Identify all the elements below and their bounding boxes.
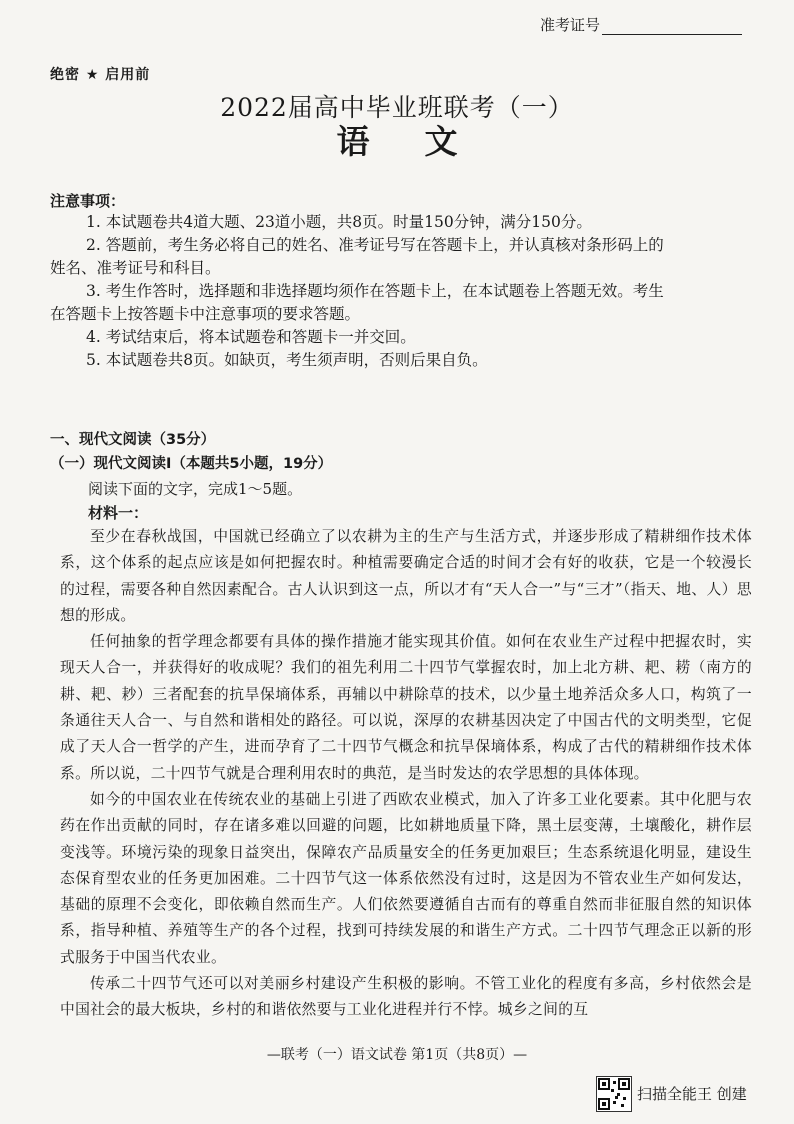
passage-paragraph: 任何抽象的哲学理念都要有具体的操作措施才能实现其价值。如何在农业生产过程中把握农时，实现天人合一，并获得好的收成呢？我们的祖先利用二十四节气掌握农时，加上北方耕、耙、耢（南方的耕、耙、耖）三者配套的抗旱保墒体系，再辅以中耕除草的技术，以少量土地养活众多人口，构筑了一条通往天人合一、与自然和谐相处的路径。可以说，深厚的农耕基因决定了中国古代的文明类型，它促成了天人合一哲学的产生，进而孕育了二十四节气概念和抗旱保墒体系，构成了古代的精耕细作技术体系。所以说，二十四节气就是合理利用农时的典范，是当时发达的农学思想的具体体现。 <box>60 633 752 782</box>
exam-id-label: 准考证号 <box>540 16 601 34</box>
section-subheading: （一）现代文阅读Ⅰ（本题共5小题，19分） <box>50 456 333 472</box>
section-heading: 一、现代文阅读（35分） <box>50 432 216 448</box>
passage-paragraph: 传承二十四节气还可以对美丽乡村建设产生积极的影响。不管工业化的程度有多高，乡村依然会是中国社会的最大板块，乡村的和谐依然要与工业化进程并行不悖。城乡之间的互 <box>60 975 752 1019</box>
notice-item: 3. 考生作答时，选择题和非选择题均须作在答题卡上，在本试题卷上答题无效。考生 <box>86 282 664 300</box>
material-label: 材料一： <box>88 504 149 522</box>
subject-title: 语文 <box>336 122 513 161</box>
scanner-watermark: 扫描全能王 创建 <box>637 1085 747 1103</box>
exam-title: 2022届高中毕业班联考（一） <box>220 93 574 122</box>
notice-item: 4. 考试结束后，将本试题卷和答题卡一并交回。 <box>86 328 416 346</box>
instruction-text: 阅读下面的文字，完成1～5题。 <box>88 480 303 498</box>
notice-item: 1. 本试题卷共4道大题、23道小题，共8页。时量150分钟，满分150分。 <box>86 213 592 231</box>
page-footer: —联考（一）语文试卷 第1页（共8页）— <box>266 1047 528 1063</box>
notice-item: 姓名、准考证号和科目。 <box>50 259 221 277</box>
exam-id-field <box>540 14 742 35</box>
qr-code-icon <box>596 1076 632 1112</box>
notice-item: 在答题卡上按答题卡中注意事项的要求答题。 <box>50 305 361 323</box>
exam-id-blank <box>602 18 742 35</box>
notice-item: 5. 本试题卷共8页。如缺页，考生须声明，否则后果自负。 <box>86 351 488 369</box>
notice-title: 注意事项： <box>50 192 126 210</box>
passage-paragraph: 至少在春秋战国，中国就已经确立了以农耕为主的生产与生活方式，并逐步形成了精耕细作技术体系，这个体系的起点应该是如何把握农时。种植需要确定合适的时间才会有好的收获，它是一个较漫长的过程，需要各种自然因素配合。古人认识到这一点，所以才有“天人合一”与“三才”（指天、地、人）思想的形成。 <box>60 528 752 624</box>
notice-item: 2. 答题前，考生务必将自己的姓名、准考证号写在答题卡上，并认真核对条形码上的 <box>86 236 664 254</box>
reading-passage <box>60 524 752 1024</box>
passage-paragraph: 如今的中国农业在传统农业的基础上引进了西欧农业模式，加入了许多工业化要素。其中化肥与农药在作出贡献的同时，存在诸多难以回避的问题，比如耕地质量下降，黑土层变薄，土壤酸化，耕作层变浅等。环境污染的现象日益突出，保障农产品质量安全的任务更加艰巨；生态系统退化明显，建设生态保育型农业的任务更加困难。二十四节气这一体系依然没有过时，这是因为不管农业生产如何发达，基础的原理不会变化，即依赖自然而生产。人们依然要遵循自古而有的尊重自然而非征服自然的知识体系，指导种植、养殖等生产的各个过程，找到可持续发展的和谐生产方式。二十四节气理念正以新的形式服务于中国当代农业。 <box>60 790 752 966</box>
notice-list <box>50 211 755 372</box>
secret-label: 绝密 ★ 启用前 <box>50 67 151 83</box>
